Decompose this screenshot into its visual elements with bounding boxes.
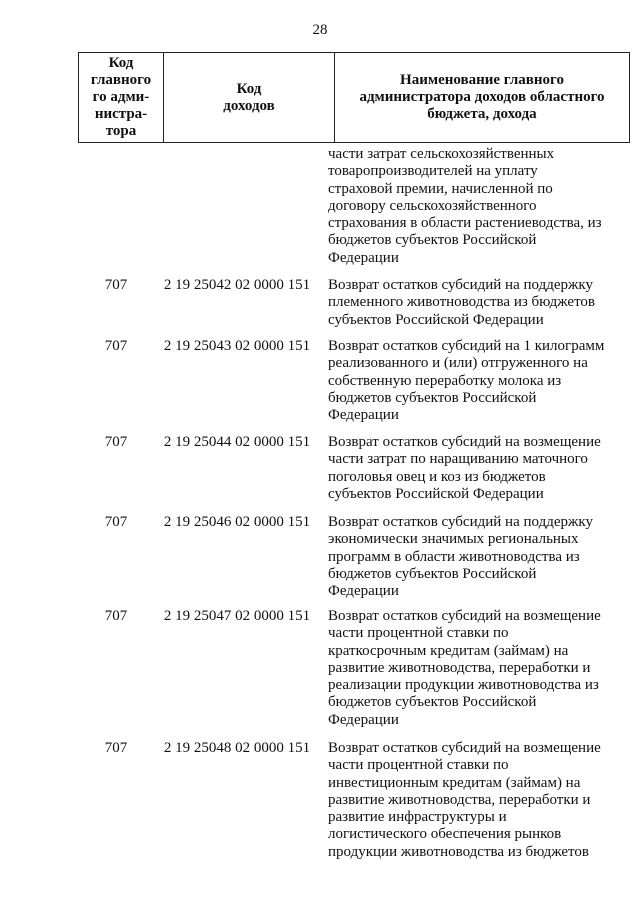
income-name xyxy=(328,434,618,503)
income-name-line: Возврат остатков субсидий на 1 килограмм xyxy=(328,338,605,354)
header-admin-line: главного xyxy=(90,72,152,88)
income-name-line: Возврат остатков субсидий на поддержку xyxy=(328,277,593,293)
admin-code: 707 xyxy=(104,277,128,293)
continuation-text xyxy=(328,146,618,267)
income-name-line: бюджетов субъектов Российской xyxy=(328,565,537,582)
continuation-line: Федерации xyxy=(328,249,399,266)
header-name-line: Наименование главного xyxy=(400,72,564,88)
income-name-line: Федерации xyxy=(328,407,399,424)
admin-code: 707 xyxy=(104,608,128,624)
income-code: 2 19 25048 02 0000 151 xyxy=(163,740,311,756)
header-name-line: администратора доходов областного xyxy=(359,89,605,105)
income-name xyxy=(328,338,618,424)
income-name-line: логистического обеспечения рынков xyxy=(328,826,562,843)
income-name-line: части затрат по наращиванию маточного xyxy=(328,451,588,468)
income-code: 2 19 25047 02 0000 151 xyxy=(163,608,311,624)
income-name-line: программ в области животноводства из xyxy=(328,548,580,565)
income-name-line: Возврат остатков субсидий на возмещение xyxy=(328,608,601,624)
continuation-line: товаропроизводителей на уплату xyxy=(328,163,538,180)
income-code: 2 19 25043 02 0000 151 xyxy=(163,338,311,354)
income-name-line: собственную переработку молока из xyxy=(328,372,562,389)
income-name xyxy=(328,608,618,729)
continuation-line: страховой премии, начисленной по xyxy=(328,180,553,197)
admin-code: 707 xyxy=(104,434,128,450)
continuation-line: бюджетов субъектов Российской xyxy=(328,232,537,249)
income-name-line: развитие инфраструктуры и xyxy=(328,809,507,826)
header-admin-line: нистра- xyxy=(94,106,148,122)
income-name-line: бюджетов субъектов Российской xyxy=(328,694,537,711)
income-name-line: Возврат остатков субсидий на поддержку xyxy=(328,514,593,530)
income-name-line: реализованного и (или) отгруженного на xyxy=(328,355,588,372)
continuation-line: страхования в области растениеводства, из xyxy=(328,215,602,232)
continuation-line: договору сельскохозяйственного xyxy=(328,197,537,214)
continuation-line: части затрат сельскохозяйственных xyxy=(328,146,555,162)
table-header xyxy=(78,52,630,143)
header-admin-line: го адми- xyxy=(92,89,150,105)
admin-code: 707 xyxy=(104,514,128,530)
income-name xyxy=(328,514,618,600)
income-code: 2 19 25042 02 0000 151 xyxy=(163,277,311,293)
income-name-line: Возврат остатков субсидий на возмещение xyxy=(328,434,601,450)
header-income-line: доходов xyxy=(223,97,275,114)
income-name xyxy=(328,277,618,329)
income-name-line: Возврат остатков субсидий на возмещение xyxy=(328,740,601,756)
income-name-line: Федерации xyxy=(328,583,399,600)
income-name-line: реализации продукции животноводства из xyxy=(328,677,599,694)
admin-code: 707 xyxy=(104,338,128,354)
income-code: 2 19 25046 02 0000 151 xyxy=(163,514,311,530)
income-name-line: субъектов Российской Федерации xyxy=(328,485,544,502)
income-name-line: инвестиционным кредитам (займам) на xyxy=(328,774,581,791)
admin-code: 707 xyxy=(104,740,128,756)
header-income-code xyxy=(164,53,335,143)
page-number: 28 xyxy=(312,22,328,38)
income-name-line: бюджетов субъектов Российской xyxy=(328,389,537,406)
income-name-line: развитие животноводства, переработки и xyxy=(328,791,591,808)
income-name-line: части процентной ставки по xyxy=(328,757,509,774)
income-name-line: части процентной ставки по xyxy=(328,625,509,642)
header-name xyxy=(335,53,630,143)
income-name-line: Федерации xyxy=(328,711,399,728)
header-admin-code xyxy=(79,53,164,143)
header-name-line: бюджета, дохода xyxy=(427,106,537,122)
income-name-line: поголовья овец и коз из бюджетов xyxy=(328,468,546,485)
income-name-line: развитие животноводства, переработки и xyxy=(328,659,591,676)
header-admin-line: тора xyxy=(105,123,137,139)
income-name-line: экономически значимых региональных xyxy=(328,531,579,548)
income-code: 2 19 25044 02 0000 151 xyxy=(163,434,311,450)
income-name-line: краткосрочным кредитам (займам) на xyxy=(328,642,569,659)
income-name-line: субъектов Российской Федерации xyxy=(328,311,544,328)
income-name xyxy=(328,740,618,861)
income-name-line: продукции животноводства из бюджетов xyxy=(328,843,589,860)
header-income-line: Код xyxy=(236,80,262,97)
header-admin-line: Код xyxy=(108,55,134,71)
income-name-line: племенного животноводства из бюджетов xyxy=(328,294,596,311)
